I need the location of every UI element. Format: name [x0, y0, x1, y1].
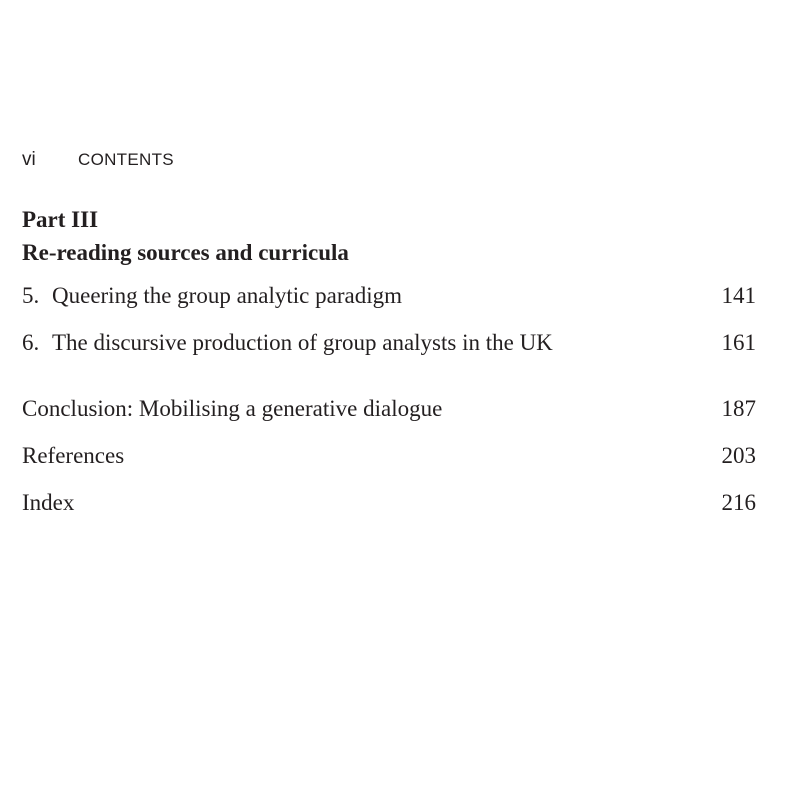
part-label: Part III	[22, 207, 99, 232]
toc-entry-number: 5.	[22, 283, 40, 308]
toc-entry-index	[22, 490, 756, 522]
toc-entry-title: Queering the group analytic paradigm	[52, 283, 402, 308]
toc-entry-conclusion	[22, 396, 756, 428]
toc-entry-page: 161	[721, 330, 756, 355]
toc-entry-title: Index	[22, 490, 75, 515]
toc-entry-references	[22, 443, 756, 475]
toc-entry-page: 141	[721, 283, 756, 308]
toc-entry-page: 187	[721, 396, 756, 421]
running-head-title: CONTENTS	[78, 150, 174, 169]
part-title: Re-reading sources and curricula	[22, 240, 349, 265]
toc-entry-page: 203	[721, 443, 756, 468]
toc-entry-page: 216	[721, 490, 756, 515]
toc-entry-title: Conclusion: Mobilising a generative dialogue	[22, 396, 443, 421]
toc-entry-chapter-5	[22, 283, 756, 315]
toc-entry-number: 6.	[22, 330, 40, 355]
part-heading	[22, 203, 349, 269]
page-folio: vi	[22, 149, 36, 170]
toc-entry-title: The discursive production of group analysts in the UK	[52, 330, 553, 355]
running-head	[22, 149, 174, 173]
toc-entry-chapter-6	[22, 330, 756, 362]
toc-entry-title: References	[22, 443, 125, 468]
